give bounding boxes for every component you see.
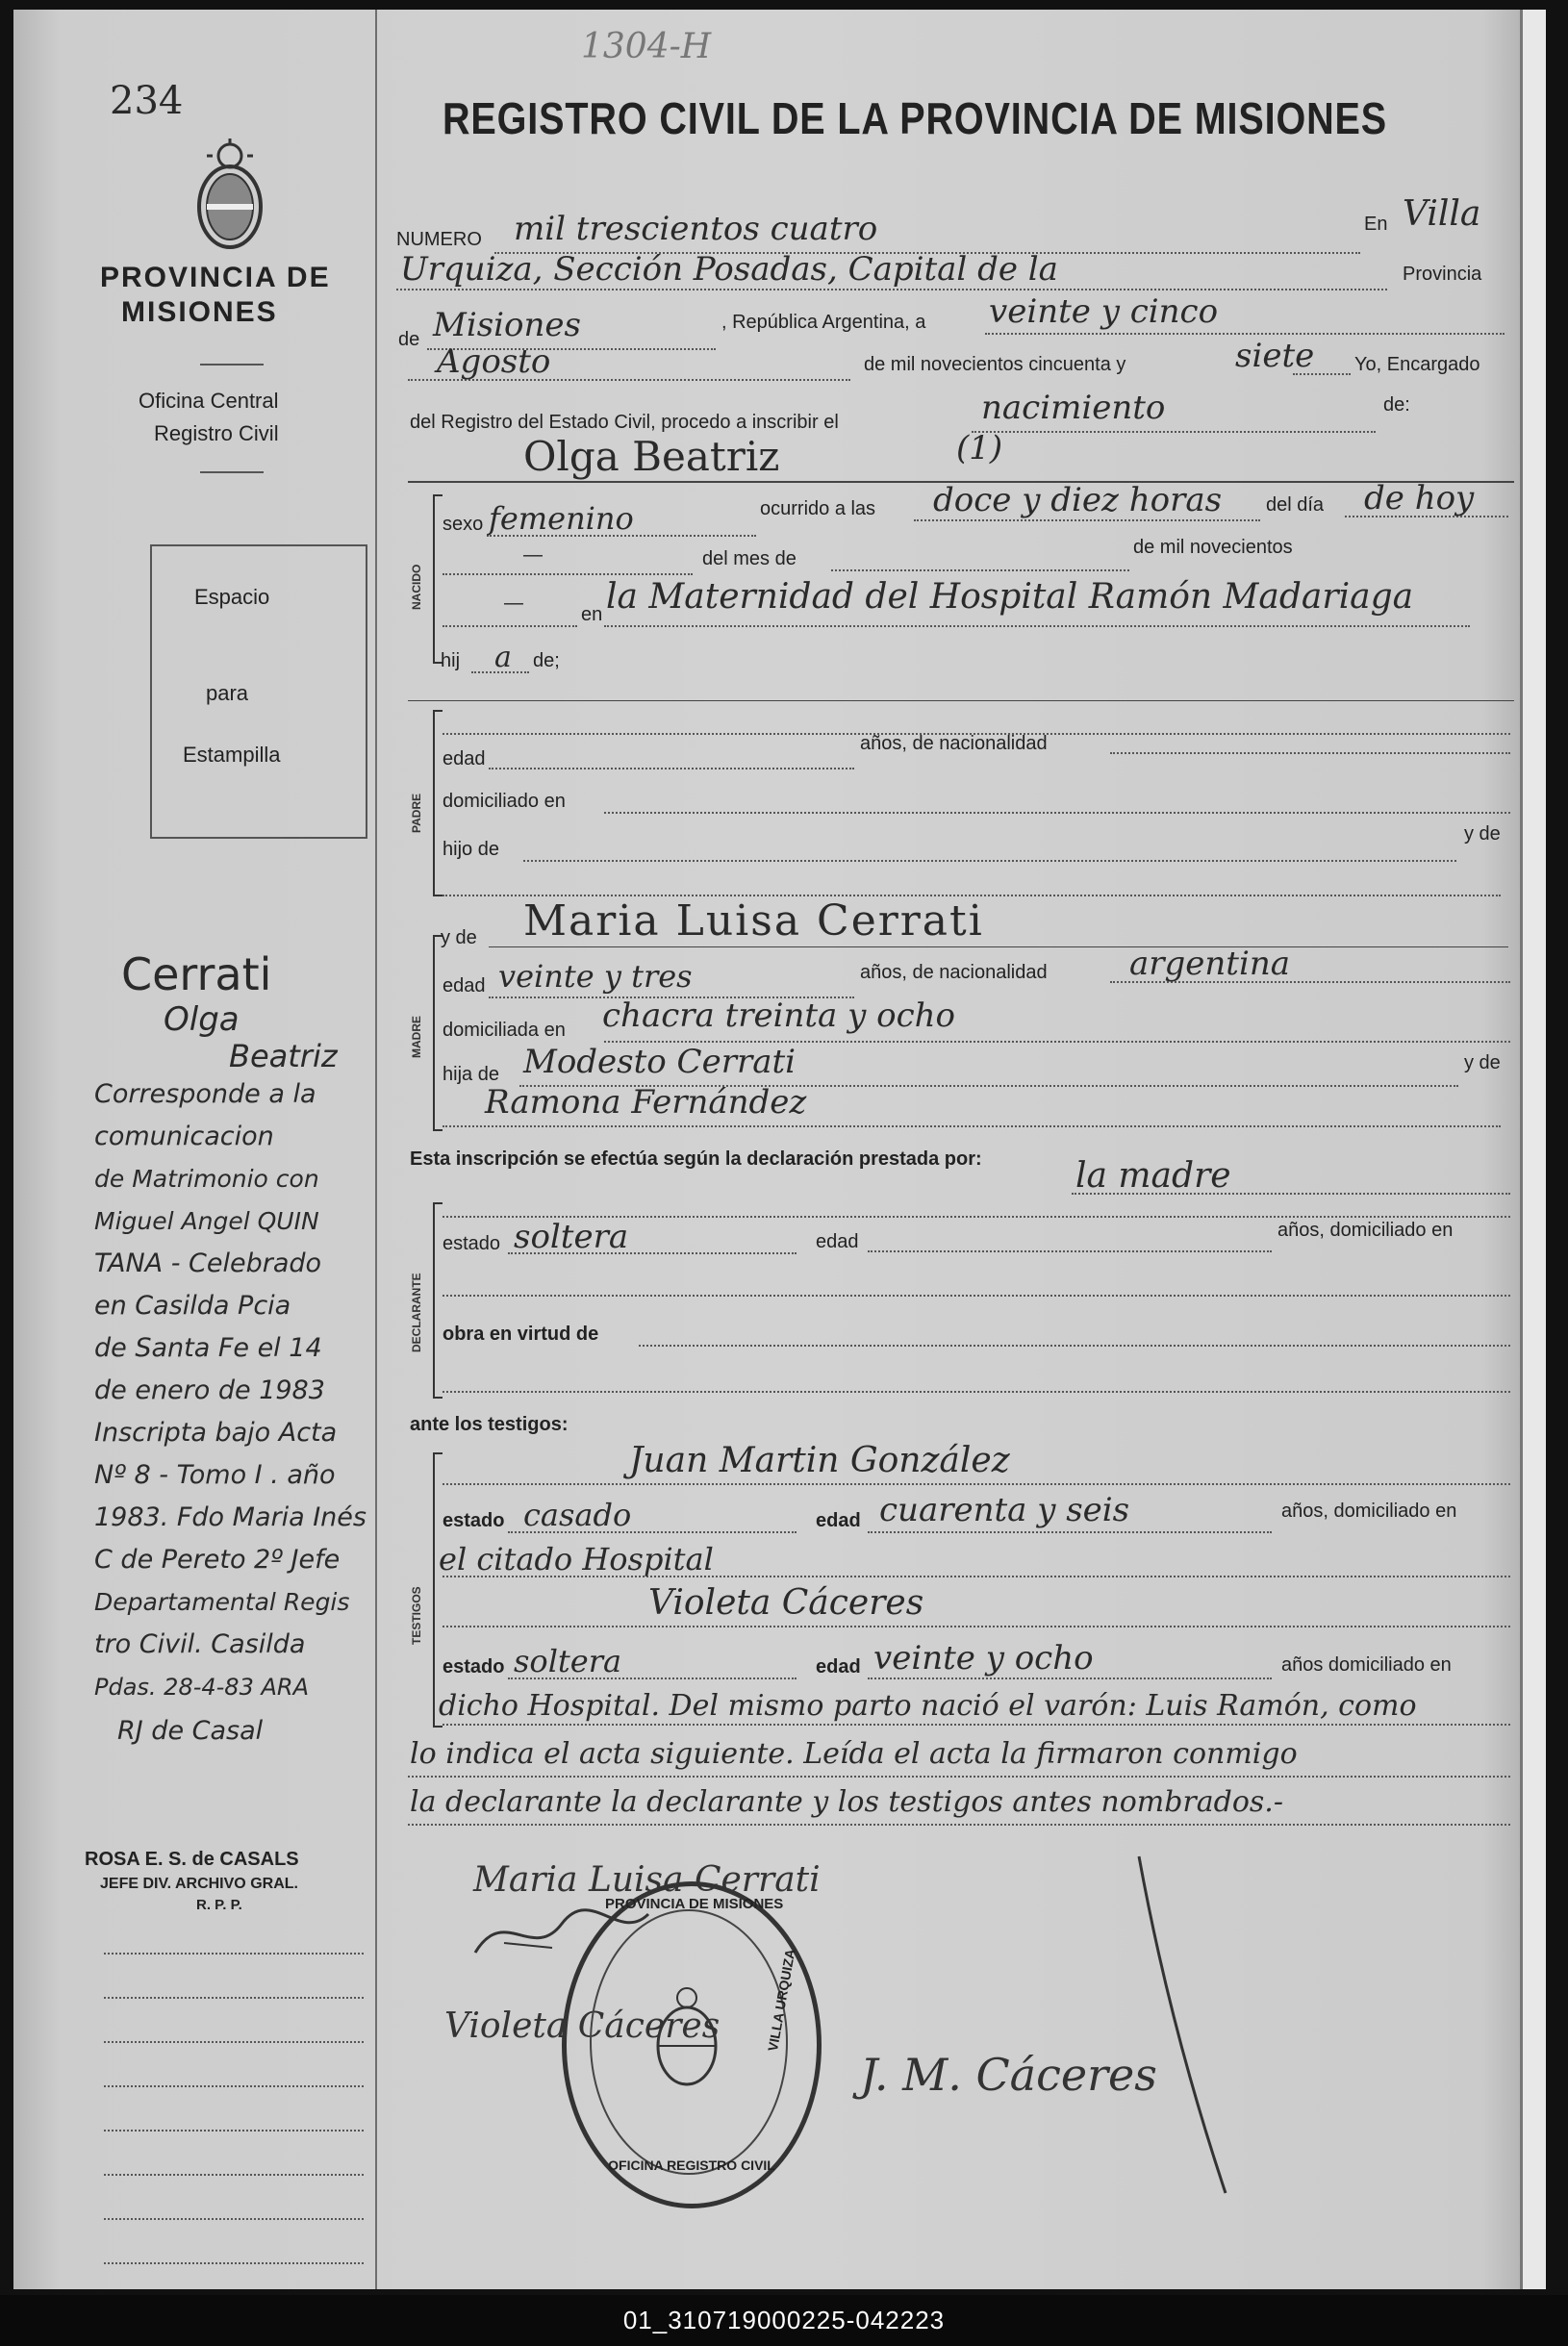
padre-hijo-label: hijo de — [443, 839, 499, 860]
witness2-edad-value: veinte y ocho — [873, 1639, 1094, 1678]
margin-line: Inscripta bajo Acta — [94, 1418, 338, 1448]
testigos-label: ante los testigos: — [410, 1414, 569, 1435]
office-line2: Registro Civil — [154, 421, 279, 445]
register-page — [13, 10, 1543, 2289]
declarante-bracket — [433, 1202, 443, 1399]
province-line1: PROVINCIA DE — [100, 262, 331, 293]
madre-section-label: MADRE — [410, 1016, 423, 1058]
signature-officer: J. M. Cáceres — [860, 2049, 1157, 2101]
record-stamp: 1304-H — [581, 27, 712, 66]
obra-label: obra en virtud de — [443, 1324, 599, 1345]
witness2-name: Violeta Cáceres — [648, 1583, 924, 1623]
child-name: Olga Beatriz — [523, 433, 780, 480]
witness2-estado-value: soltera — [514, 1643, 622, 1679]
margin-signature: RJ de Casal — [117, 1716, 264, 1746]
witness2-domicilio-value: dicho Hospital. Del mismo parto nació el varón: Luis Ramón, como — [439, 1689, 1417, 1723]
margin-line: Olga — [164, 1000, 240, 1039]
madre-edad-value: veinte y tres — [498, 958, 693, 995]
file-caption: 01_310719000225-042223 — [0, 2295, 1568, 2346]
margin-divider — [375, 10, 377, 2289]
archive-stamp-line1: ROSA E. S. de CASALS — [85, 1849, 299, 1870]
provincia-label: Provincia — [1403, 264, 1482, 285]
nacido-bracket — [433, 494, 443, 664]
year-value: siete — [1235, 337, 1315, 375]
de-label: de — [398, 329, 420, 350]
hij-value: a — [494, 641, 512, 674]
witness1-edad-label: edad — [816, 1510, 861, 1531]
hora-value: doce y diez horas — [933, 481, 1223, 519]
republica-label: , República Argentina, a — [721, 312, 926, 333]
ocurrido-label: ocurrido a las — [760, 498, 876, 519]
month-value: Agosto — [437, 342, 551, 381]
declaracion-label: Esta inscripción se efectúa según la declaración prestada por: — [410, 1148, 982, 1170]
seal-top-text: PROVINCIA DE MISIONES — [605, 1896, 784, 1912]
en-value: Villa — [1403, 194, 1481, 234]
page-title: REGISTRO CIVIL DE LA PROVINCIA DE MISIONES — [443, 93, 1388, 143]
stamp-space-box — [150, 544, 367, 839]
declarante-estado-label: estado — [443, 1233, 501, 1254]
margin-line: Beatriz — [229, 1038, 338, 1074]
witness1-domicilio-value: el citado Hospital — [439, 1541, 714, 1577]
registry-seal — [562, 1881, 822, 2208]
madre-y-de-label2: y de — [1464, 1052, 1501, 1073]
mil-novecientos-label: de mil novecientos — [1133, 537, 1293, 558]
witness2-edad-label: edad — [816, 1656, 861, 1678]
padre-domicilio-label: domiciliado en — [443, 791, 566, 812]
hij-de-label: de; — [533, 650, 560, 671]
witness1-anos-label: años, domiciliado en — [1281, 1501, 1457, 1522]
stamp-space-line1: Espacio — [194, 585, 270, 609]
lugar-value: la Maternidad del Hospital Ramón Madariaga — [606, 577, 1414, 617]
stamp-space-line3: Estampilla — [183, 743, 281, 767]
sexo-value: femenino — [489, 500, 634, 537]
closing-line2: la declarante la declarante y los testigos antes nombrados.- — [410, 1785, 1283, 1819]
padre-edad-label: edad — [443, 748, 486, 769]
margin-line: C de Pereto 2º Jefe — [94, 1545, 341, 1575]
folio-number: 234 — [110, 79, 184, 123]
madre-domicilio-value: chacra treinta y ocho — [602, 996, 956, 1035]
margin-line: TANA - Celebrado — [94, 1249, 322, 1278]
madre-hija-label: hija de — [443, 1064, 499, 1085]
madre-anos-label: años, de nacionalidad — [860, 962, 1048, 983]
witness1-name: Juan Martin González — [629, 1441, 1010, 1480]
child-note: (1) — [956, 429, 1003, 467]
act-type-value: nacimiento — [981, 389, 1166, 427]
lugar-en-label: en — [581, 604, 603, 625]
declaracion-value: la madre — [1075, 1156, 1231, 1196]
de-colon-label: de: — [1383, 394, 1410, 416]
province-value: Misiones — [433, 306, 581, 344]
declarante-estado-value: soltera — [514, 1218, 629, 1256]
madre-y-de-label: y de — [441, 927, 477, 948]
coat-of-arms-icon — [187, 135, 273, 260]
witness1-estado-value: casado — [523, 1497, 632, 1533]
madre-mother-value: Ramona Fernández — [485, 1083, 807, 1122]
margin-line: 1983. Fdo Maria Inés — [94, 1502, 367, 1532]
dash-2: — — [504, 593, 523, 614]
encargado-label: Yo, Encargado — [1354, 354, 1480, 375]
numero-label: NUMERO — [396, 229, 482, 250]
testigos-section-label: TESTIGOS — [410, 1586, 423, 1645]
witness2-anos-label: años domiciliado en — [1281, 1654, 1452, 1676]
margin-line: comunicacion — [94, 1122, 274, 1151]
padre-bracket — [433, 710, 443, 896]
madre-edad-label: edad — [443, 975, 486, 996]
province-line2: MISIONES — [121, 296, 278, 328]
declarante-section-label: DECLARANTE — [410, 1273, 423, 1352]
madre-domicilio-label: domiciliada en — [443, 1020, 566, 1041]
margin-line: tro Civil. Casilda — [94, 1629, 306, 1659]
seal-bottom-text: OFICINA REGISTRO CIVIL — [608, 2157, 775, 2173]
place-value: Urquiza, Sección Posadas, Capital de la — [400, 250, 1058, 289]
dia-value: de hoy — [1364, 479, 1475, 517]
madre-father-value: Modesto Cerrati — [523, 1043, 797, 1081]
margin-line: Pdas. 28-4-83 ARA — [94, 1674, 309, 1701]
witness1-estado-label: estado — [443, 1510, 505, 1531]
numero-value: mil trescientos cuatro — [514, 210, 878, 248]
en-label: En — [1364, 214, 1388, 235]
declarante-edad-label: edad — [816, 1231, 859, 1252]
nacido-section-label: NACIDO — [410, 564, 423, 610]
padre-anos-label: años, de nacionalidad — [860, 733, 1048, 754]
madre-name-value: Maria Luisa Cerrati — [523, 896, 984, 946]
book-spine — [1520, 10, 1546, 2289]
hij-label: hij — [441, 650, 461, 671]
declarante-anos-label: años, domiciliado en — [1277, 1220, 1454, 1241]
dash-1: — — [523, 544, 543, 566]
year-label: de mil novecientos cincuenta y — [864, 354, 1126, 375]
margin-annotation — [94, 948, 367, 1754]
office-line1: Oficina Central — [139, 389, 279, 413]
archive-stamp-line2: JEFE DIV. ARCHIVO GRAL. — [100, 1876, 298, 1892]
signature-mother: Maria Luisa Cerrati — [473, 1860, 821, 1900]
margin-line: Cerrati — [121, 948, 272, 1000]
margin-line: de enero de 1983 — [94, 1375, 325, 1405]
madre-nacionalidad-value: argentina — [1129, 945, 1291, 983]
signature-stroke-icon — [1129, 1847, 1245, 2203]
margin-line: Miguel Angel QUIN — [94, 1207, 319, 1235]
del-registro-label: del Registro del Estado Civil, procedo a inscribir el — [410, 412, 839, 433]
signature-witness: Violeta Cáceres — [444, 2006, 721, 2046]
archive-stamp-line3: R. P. P. — [196, 1897, 242, 1913]
padre-y-de-label: y de — [1464, 823, 1501, 845]
margin-line: Corresponde a la — [94, 1079, 316, 1109]
padre-section-label: PADRE — [410, 793, 423, 833]
madre-bracket — [433, 935, 443, 1131]
margin-line: de Matrimonio con — [94, 1165, 319, 1193]
margin-line: de Santa Fe el 14 — [94, 1333, 322, 1363]
testigos-bracket — [433, 1452, 443, 1728]
sexo-label: sexo — [443, 514, 484, 535]
witness1-edad-value: cuarenta y seis — [879, 1491, 1130, 1529]
seal-emblem-icon — [644, 1982, 730, 2098]
margin-line: Departamental Regis — [94, 1588, 350, 1616]
closing-line1: lo indica el acta siguiente. Leída el acta la firmaron conmigo — [410, 1737, 1298, 1771]
seal-side-text: VILLA URQUIZA — [765, 1948, 798, 2053]
margin-line: en Casilda Pcia — [94, 1291, 291, 1321]
del-mes-label: del mes de — [702, 548, 797, 569]
margin-line: Nº 8 - Tomo I . año — [94, 1460, 336, 1490]
del-dia-label: del día — [1266, 494, 1325, 516]
day-value: veinte y cinco — [989, 292, 1219, 331]
witness2-estado-label: estado — [443, 1656, 505, 1678]
stamp-space-line2: para — [206, 681, 249, 705]
